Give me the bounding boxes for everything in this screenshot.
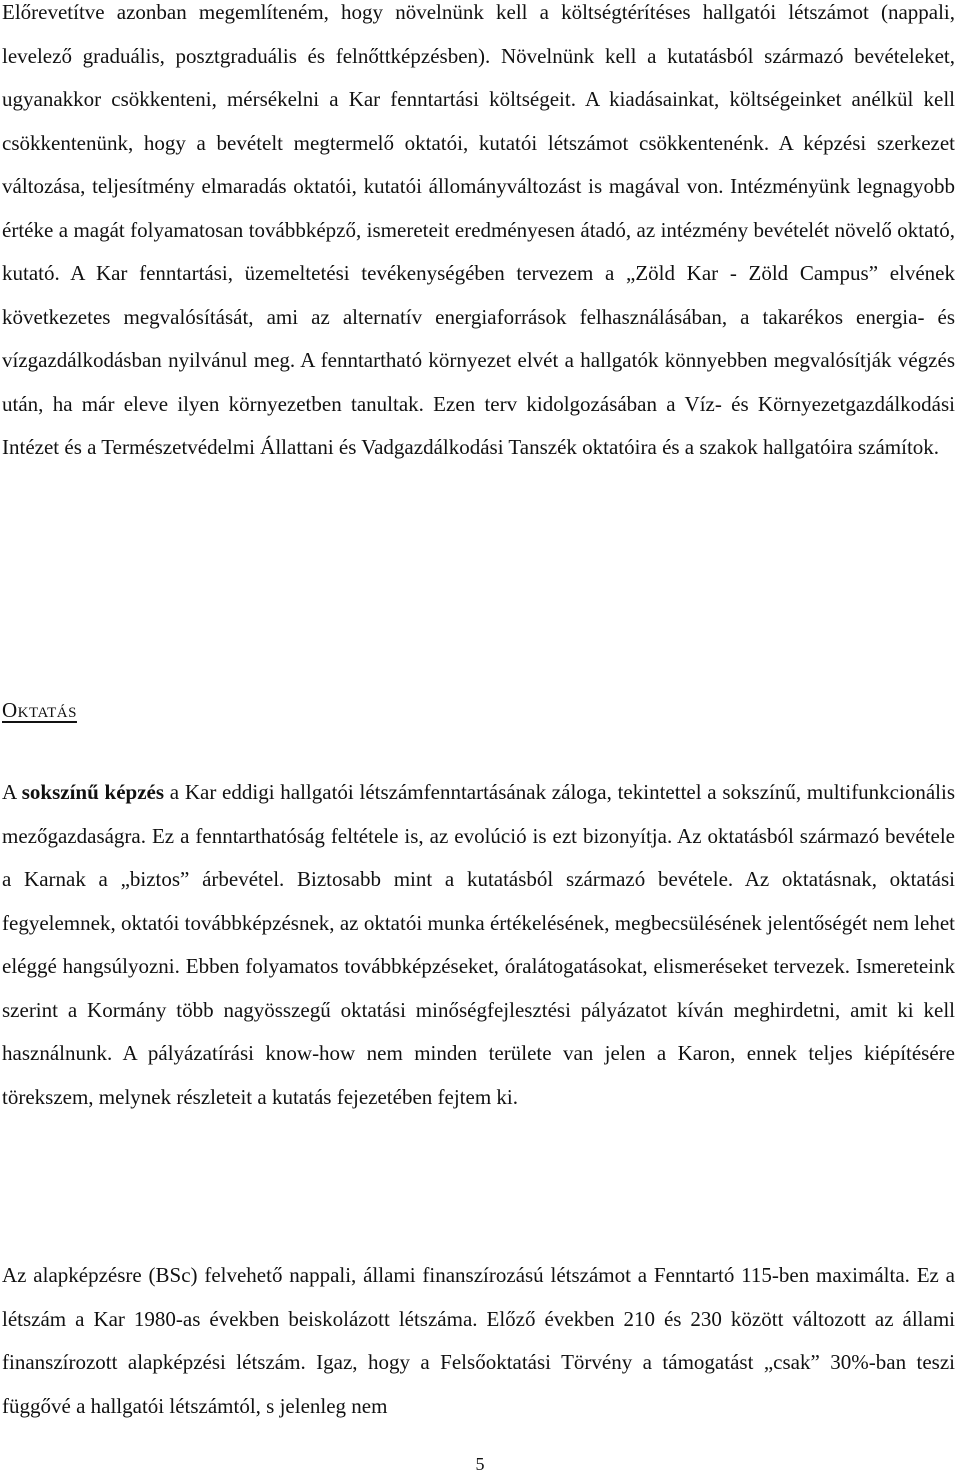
- page-number: 5: [475, 1454, 485, 1474]
- paragraph-lead: A: [2, 780, 22, 804]
- paragraph-budget: Előrevetítve azonban megemlíteném, hogy növelnünk kell a költségtérítéses hallgatói létszámot (nappali, levelező graduális, posztgraduális és felnőttképzésben). Növelnünk kell a kutatásból származó bevételeket, ugyanakkor csökkenteni, mérsékelni a Kar fenntartási költségeit. A kiadásainkat, költségeinket anélkül kell csökkentenünk, hogy a bevételt megtermelő oktatói, kutatói létszámot csökkentenénk. A képzési szerkezet változása, teljesítmény elmaradás oktatói, kutatói állományváltozást is magával von. Intézményünk legnagyobb értéke a magát folyamatosan továbbképző, ismereteit eredményesen átadó, az intézmény bevételét növelő oktató, kutató. A Kar fenntartási, üzemeltetési tevékenységében tervezem a „Zöld Kar - Zöld Campus” elvének következetes megvalósítását, ami az alternatív energiaforrások felhasználásában, a takarékos energia- és vízgazdálkodásban nyilvánul meg. A fenntartható környezet elvét a hallgatók könnyebben megvalósítják végzés után, ha már eleve ilyen környezetben tanultak. Ezen terv kidolgozásában a Víz- és Környezetgazdálkodási Intézet és a Természetvédelmi Állattani és Vadgazdálkodási Tanszék oktatóira és a szakok hallgatóira számítok.: [2, 0, 955, 459]
- paragraph-rest: a Kar eddigi hallgatói létszámfenntartásának záloga, tekintettel a sokszínű, multifunkcionális mezőgazdaságra. Ez a fenntarthatóság feltétele is, az evolúció is ezt bizonyítja. Az oktatásból származó bevétele a Karnak a „biztos” árbevétel. Biztosabb mint a kutatásból származó bevétele. Az oktatásnak, oktatási fegyelemnek, oktatói továbbképzésnek, az oktatói munka értékelésének, megbecsülésének jelentőségét nem lehet eléggé hangsúlyozni. Ebben folyamatos továbbképzéseket, óralátogatásokat, elismeréseket tervezek. Ismereteink szerint a Kormány több nagyösszegű oktatási minőségfejlesztési pályázatot kíván meghirdetni, amit ki kell használnunk. A pályázatírási know-how nem minden területe van jelen a Karon, ennek teljes kiépítésére törekszem, melynek részleteit a kutatás fejezetében fejtem ki.: [2, 780, 956, 1109]
- emphasis-diverse-training: sokszínű képzés: [21, 780, 165, 804]
- paragraph-bsc-enrollment: Az alapképzésre (BSc) felvehető nappali, állami finanszírozású létszámot a Fenntartó 115-ben maximálta. Ez a létszám a Kar 1980-as években beiskolázott létszáma. Előző években 210 és 230 között változott az állami finanszírozott alapképzési létszám. Igaz, hogy a Felsőoktatási Törvény a támogatást „csak” 30%-ban teszi függővé a hallgatói létszámtól, s jelenleg nem: [2, 1263, 955, 1418]
- section-heading-oktatas: Oktatás: [2, 698, 77, 722]
- paragraph-education: [2, 771, 955, 1119]
